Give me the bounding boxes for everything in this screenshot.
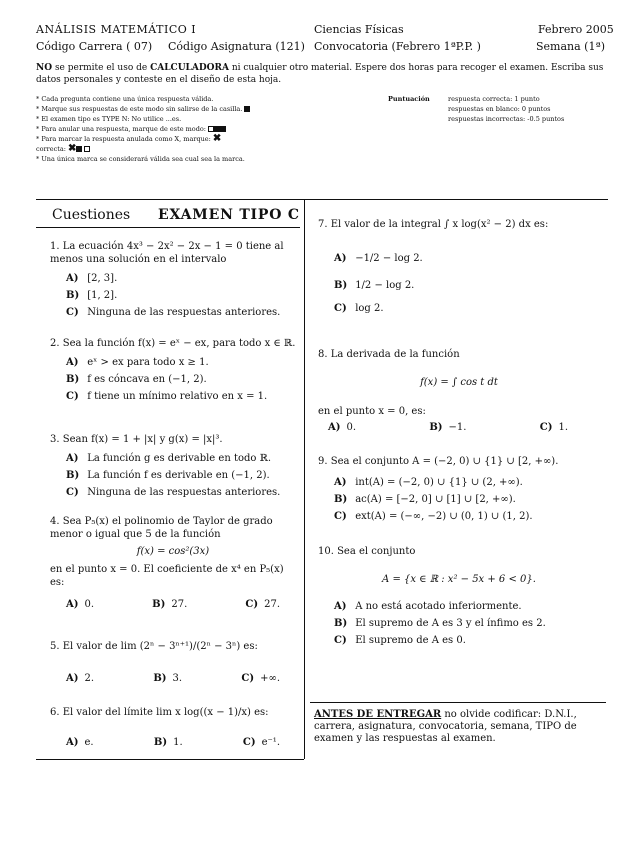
title-underline [36, 227, 300, 228]
option-b[interactable]: B) El supremo de A es 3 y el ínfimo es 2. [334, 618, 546, 629]
question-stem: 1. La ecuación 4x³ − 2x² − 2x − 1 = 0 tiene al menos una solución en el intervalo [50, 241, 284, 265]
column-divider [304, 199, 305, 759]
career-code: Código Carrera ( 07) [36, 40, 153, 53]
question-3 [50, 433, 296, 501]
question-10 [318, 545, 600, 649]
question-1 [50, 240, 296, 321]
option-c[interactable]: C) Ninguna de las respuestas anteriores. [66, 307, 281, 318]
x-mark-icon: ✖ [212, 133, 222, 144]
x-mark-icon: ✖ [68, 143, 77, 154]
option-c[interactable]: C) ext(A) = (−∞, −2) ∪ (0, 1) ∪ (1, 2). [334, 511, 533, 522]
option-b[interactable]: B) 27. [152, 599, 188, 610]
option-b[interactable]: B) 3. [153, 673, 183, 684]
question-8 [318, 348, 600, 435]
option-b[interactable]: B) f es cóncava en (−1, 2). [66, 374, 207, 385]
option-b[interactable]: B) 1. [153, 737, 183, 748]
rule-item: * Marque sus respuestas de este modo sin salirse de la casilla. [36, 104, 606, 114]
notice-part1: se permite el uso de [52, 63, 151, 73]
exam-type: EXAMEN TIPO C [158, 207, 300, 223]
question-5 [50, 640, 296, 686]
option-a[interactable]: A) 2. [66, 673, 95, 684]
option-a[interactable]: A) e. [66, 737, 94, 748]
question-4 [50, 515, 296, 612]
question-2 [50, 337, 296, 405]
question-stem: 10. Sea el conjunto [318, 546, 416, 557]
question-9 [318, 455, 600, 525]
question-stem: 9. Sea el conjunto A = (−2, 0) ∪ {1} ∪ [2, +∞). [318, 456, 559, 467]
question-stem: 2. Sea la función f(x) = eˣ − ex, para todo x ∈ ℝ. [50, 338, 296, 349]
question-6 [50, 706, 296, 750]
exam-call: Convocatoria (Febrero 1ªP.P. ) [314, 40, 481, 53]
scoring-label: Puntuación [388, 95, 430, 103]
option-c[interactable]: C) +∞. [241, 673, 280, 684]
rule-item: * El examen tipo es TYPE N: No utilice ...es. [36, 115, 182, 123]
empty-box-icon [84, 146, 90, 152]
question-stem: 3. Sean f(x) = 1 + |x| y g(x) = |x|³. [50, 434, 223, 445]
top-divider [36, 199, 608, 200]
question-formula: f(x) = ∫ cos t dt [420, 377, 498, 388]
exam-date: Febrero 2005 [538, 23, 614, 36]
subject-code: Código Asignatura (121) [168, 40, 305, 53]
section-title: Cuestiones [52, 207, 131, 223]
option-a[interactable]: A) 0. [66, 599, 95, 610]
question-tail: en el punto x = 0. El coeficiente de x⁴ en P₅(x) es: [50, 564, 284, 588]
final-note-divider [310, 702, 606, 703]
question-tail: en el punto x = 0, es: [318, 406, 426, 417]
degree-name: Ciencias Físicas [314, 23, 404, 36]
option-a[interactable]: A) int(A) = (−2, 0) ∪ {1} ∪ (2, +∞). [334, 477, 523, 488]
scoring-wrong: respuestas incorrectas: -0.5 puntos [448, 115, 565, 123]
question-stem: 5. El valor de lim (2ⁿ − 3ⁿ⁺¹)/(2ⁿ − 3ⁿ) es: [50, 641, 258, 652]
exam-notice [36, 62, 606, 86]
option-a[interactable]: A) La función g es derivable en todo ℝ. [66, 453, 272, 464]
filled-box-icon [220, 126, 226, 132]
question-formula: A = {x ∈ ℝ : x² − 5x + 6 < 0}. [382, 574, 536, 585]
question-stem: 7. El valor de la integral ∫ x log(x² − 2) dx es: [318, 219, 549, 230]
option-b[interactable]: B) 1/2 − log 2. [334, 280, 415, 291]
scoring-block [388, 94, 608, 124]
question-7 [318, 218, 600, 319]
option-c[interactable]: C) Ninguna de las respuestas anteriores. [66, 487, 281, 498]
rule-item: * Cada pregunta contiene una única respuesta válida. [36, 95, 214, 103]
notice-calculator: CALCULADORA [150, 63, 229, 73]
bottom-divider [36, 759, 304, 760]
notice-no: NO [36, 63, 53, 73]
filled-box-icon [76, 146, 82, 152]
option-b[interactable]: B) La función f es derivable en (−1, 2). [66, 470, 270, 481]
option-a[interactable]: A) [2, 3]. [66, 273, 118, 284]
exam-week: Semana (1ª) [536, 40, 605, 53]
final-note [314, 709, 604, 745]
option-c[interactable]: C) 1. [539, 422, 568, 433]
option-a[interactable]: A) −1/2 − log 2. [334, 253, 423, 264]
option-b[interactable]: B) [1, 2]. [66, 290, 118, 301]
scoring-correct: respuesta correcta: 1 punto [448, 95, 540, 103]
option-a[interactable]: A) eˣ > ex para todo x ≥ 1. [66, 357, 209, 368]
option-b[interactable]: B) ac(A) = [−2, 0] ∪ [1] ∪ [2, +∞). [334, 494, 516, 505]
option-a[interactable]: A) A no está acotado inferiormente. [334, 601, 522, 612]
rule-item: * Para anular una respuesta, marque de este modo: [36, 124, 606, 134]
rule-item: * Una única marca se considerará válida sea cual sea la marca. [36, 155, 245, 163]
option-c[interactable]: C) e⁻¹. [242, 737, 280, 748]
rule-item: * Para marcar la respuesta anulada como X, marque: ✖ [36, 133, 222, 144]
rule-item: correcta: ✖ [36, 144, 606, 154]
question-stem: 8. La derivada de la función [318, 349, 460, 360]
option-a[interactable]: A) 0. [328, 422, 357, 433]
option-c[interactable]: C) 27. [245, 599, 280, 610]
question-stem: 6. El valor del límite lim x log((x − 1)/x) es: [50, 707, 269, 718]
filled-box-icon [244, 106, 250, 112]
option-c[interactable]: C) f tiene un mínimo relativo en x = 1. [66, 391, 268, 402]
question-formula: f(x) = cos²(3x) [136, 546, 210, 557]
option-c[interactable]: C) log 2. [334, 303, 384, 314]
question-stem: 4. Sea P₅(x) el polinomio de Taylor de grado menor o igual que 5 de la función [50, 516, 273, 540]
final-note-text: no olvide codificar: D.N.I., carrera, asignatura, convocatoria, semana, TIPO de examen y las respuestas al examen. [314, 709, 577, 744]
scoring-blank: respuestas en blanco: 0 puntos [448, 105, 551, 113]
option-c[interactable]: C) El supremo de A es 0. [334, 635, 466, 646]
final-note-strong: ANTES DE ENTREGAR [314, 709, 442, 720]
notice-part2: ni cualquier otro material. Espere dos horas para recoger el examen. Escriba sus datos personales y conteste en el diseño de esta hoja. [36, 63, 604, 85]
course-title: ANÁLISIS MATEMÁTICO I [36, 23, 197, 36]
option-b[interactable]: B) −1. [429, 422, 467, 433]
